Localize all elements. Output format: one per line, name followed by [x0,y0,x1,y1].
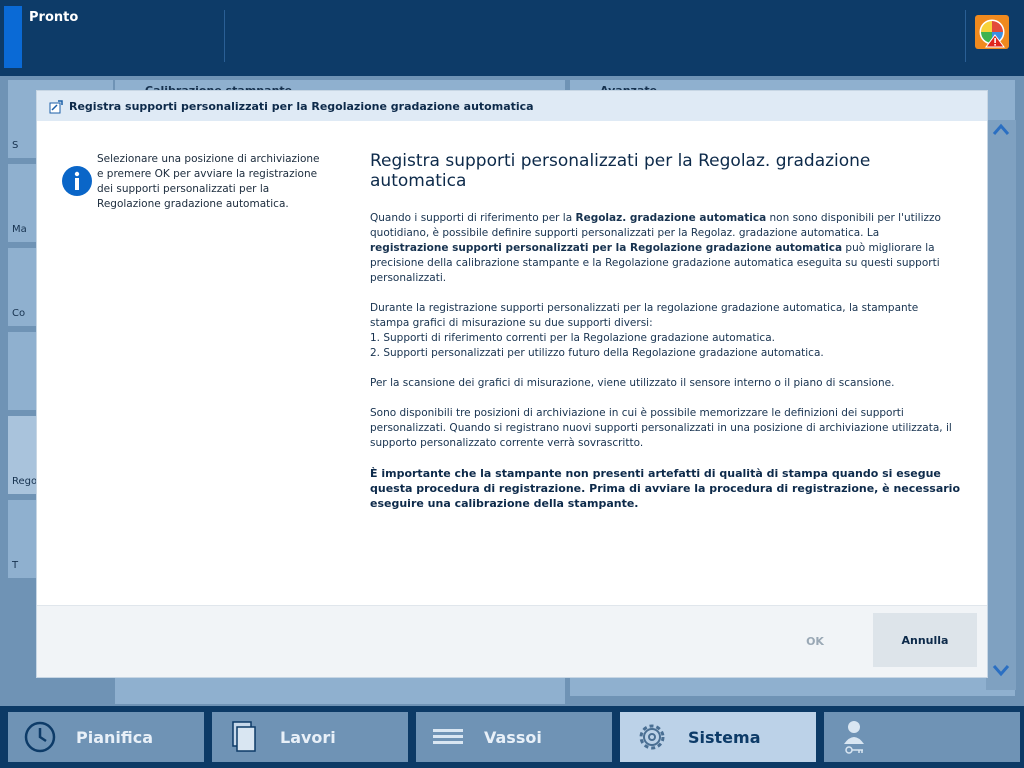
documents-icon [224,717,264,757]
warning-text: È importante che la stampante non presenti artefatti di qualità di stampa quando si esegue questa procedura di registrazione. Prima di avviare la procedura di registrazione, è necessario eseguire una calibrazione della stampante. [370,467,961,510]
dialog-heading: Registra supporti personalizzati per la Regolaz. gradazione automatica [370,151,871,191]
gear-icon [632,717,672,757]
divider [965,10,966,62]
text: non sono disponibili per l'utilizzo quotidiano, è possibile definire supporti personalizzati per la Regolaz. gradazione automatica. La [370,212,941,239]
divider [224,10,225,62]
register-custom-media-dialog [37,91,987,677]
side-item: T [8,500,113,580]
paragraph-procedure [370,301,960,361]
printer-status-text: Pronto [29,10,79,25]
cancel-button[interactable]: Annulla [873,613,977,667]
user-key-icon [836,717,876,757]
tab-label: Lavori [280,727,336,747]
dialog-content [370,151,960,526]
printer-warning-icon[interactable] [975,15,1009,49]
dialog-title: Registra supporti personalizzati per la Regolazione gradazione automatica [69,99,534,113]
list-item: 1. Supporti di riferimento correnti per la Regolazione gradazione automatica. [370,332,775,344]
list-item: 2. Supporti personalizzati per utilizzo futuro della Regolazione gradazione automatica. [370,347,824,359]
paragraph-scanning: Per la scansione dei grafici di misurazione, viene utilizzato il sensore interno o il piano di scansione. [370,377,895,389]
info-icon [61,165,93,197]
tab-vassoi[interactable] [416,712,612,762]
text: Quando i supporti di riferimento per la [370,212,576,224]
ok-button[interactable]: OK [769,615,861,667]
paper-stack-icon [428,717,468,757]
bold-text: registrazione supporti personalizzati per la Regolazione gradazione automatica [370,242,843,254]
side-item: S [8,80,113,160]
side-item: Rego [8,416,113,496]
paragraph-intro [370,211,960,286]
chevron-up-icon [986,120,1016,150]
side-item: Ma [8,164,113,244]
dialog-footer [37,605,987,677]
bold-text: Regolaz. gradazione automatica [575,212,767,224]
tab-sistema[interactable] [620,712,816,762]
register-media-icon [49,99,63,113]
background-scrollbar [986,120,1016,690]
top-status-bar [0,0,1024,76]
tab-label: Vassoi [484,727,542,747]
tab-pianifica[interactable] [8,712,204,762]
chevron-down-icon [986,660,1016,690]
clock-icon [20,717,60,757]
tab-lavori[interactable] [212,712,408,762]
dialog-titlebar [37,91,987,121]
info-text: Selezionare una posizione di archiviazione e premere OK per avviare la registrazione dei supporti personalizzati per la Regolazione gradazione automatica. [97,153,320,210]
tab-label: Sistema [688,727,761,747]
tab-user[interactable] [824,712,1020,762]
text: può migliorare la precisione della calibrazione stampante e la Regolazione gradazione automatica eseguita su questi supporti personalizzati. [370,242,940,284]
paragraph-storage: Sono disponibili tre posizioni di archiviazione in cui è possibile memorizzare le definizioni dei supporti personalizzati. Quando si registrano nuovi supporti personalizzati in una posizione di archiviazione utilizzata, il supporto personalizzato corrente verrà sovrascritto. [370,407,952,449]
bottom-navigation [0,706,1024,768]
text: Durante la registrazione supporti personalizzati per la regolazione gradazione automatica, la stampante stampa grafici di misurazione su due supporti diversi: [370,302,919,329]
tab-label: Pianifica [76,727,154,747]
side-item: Co [8,248,113,328]
status-accent [4,6,22,68]
